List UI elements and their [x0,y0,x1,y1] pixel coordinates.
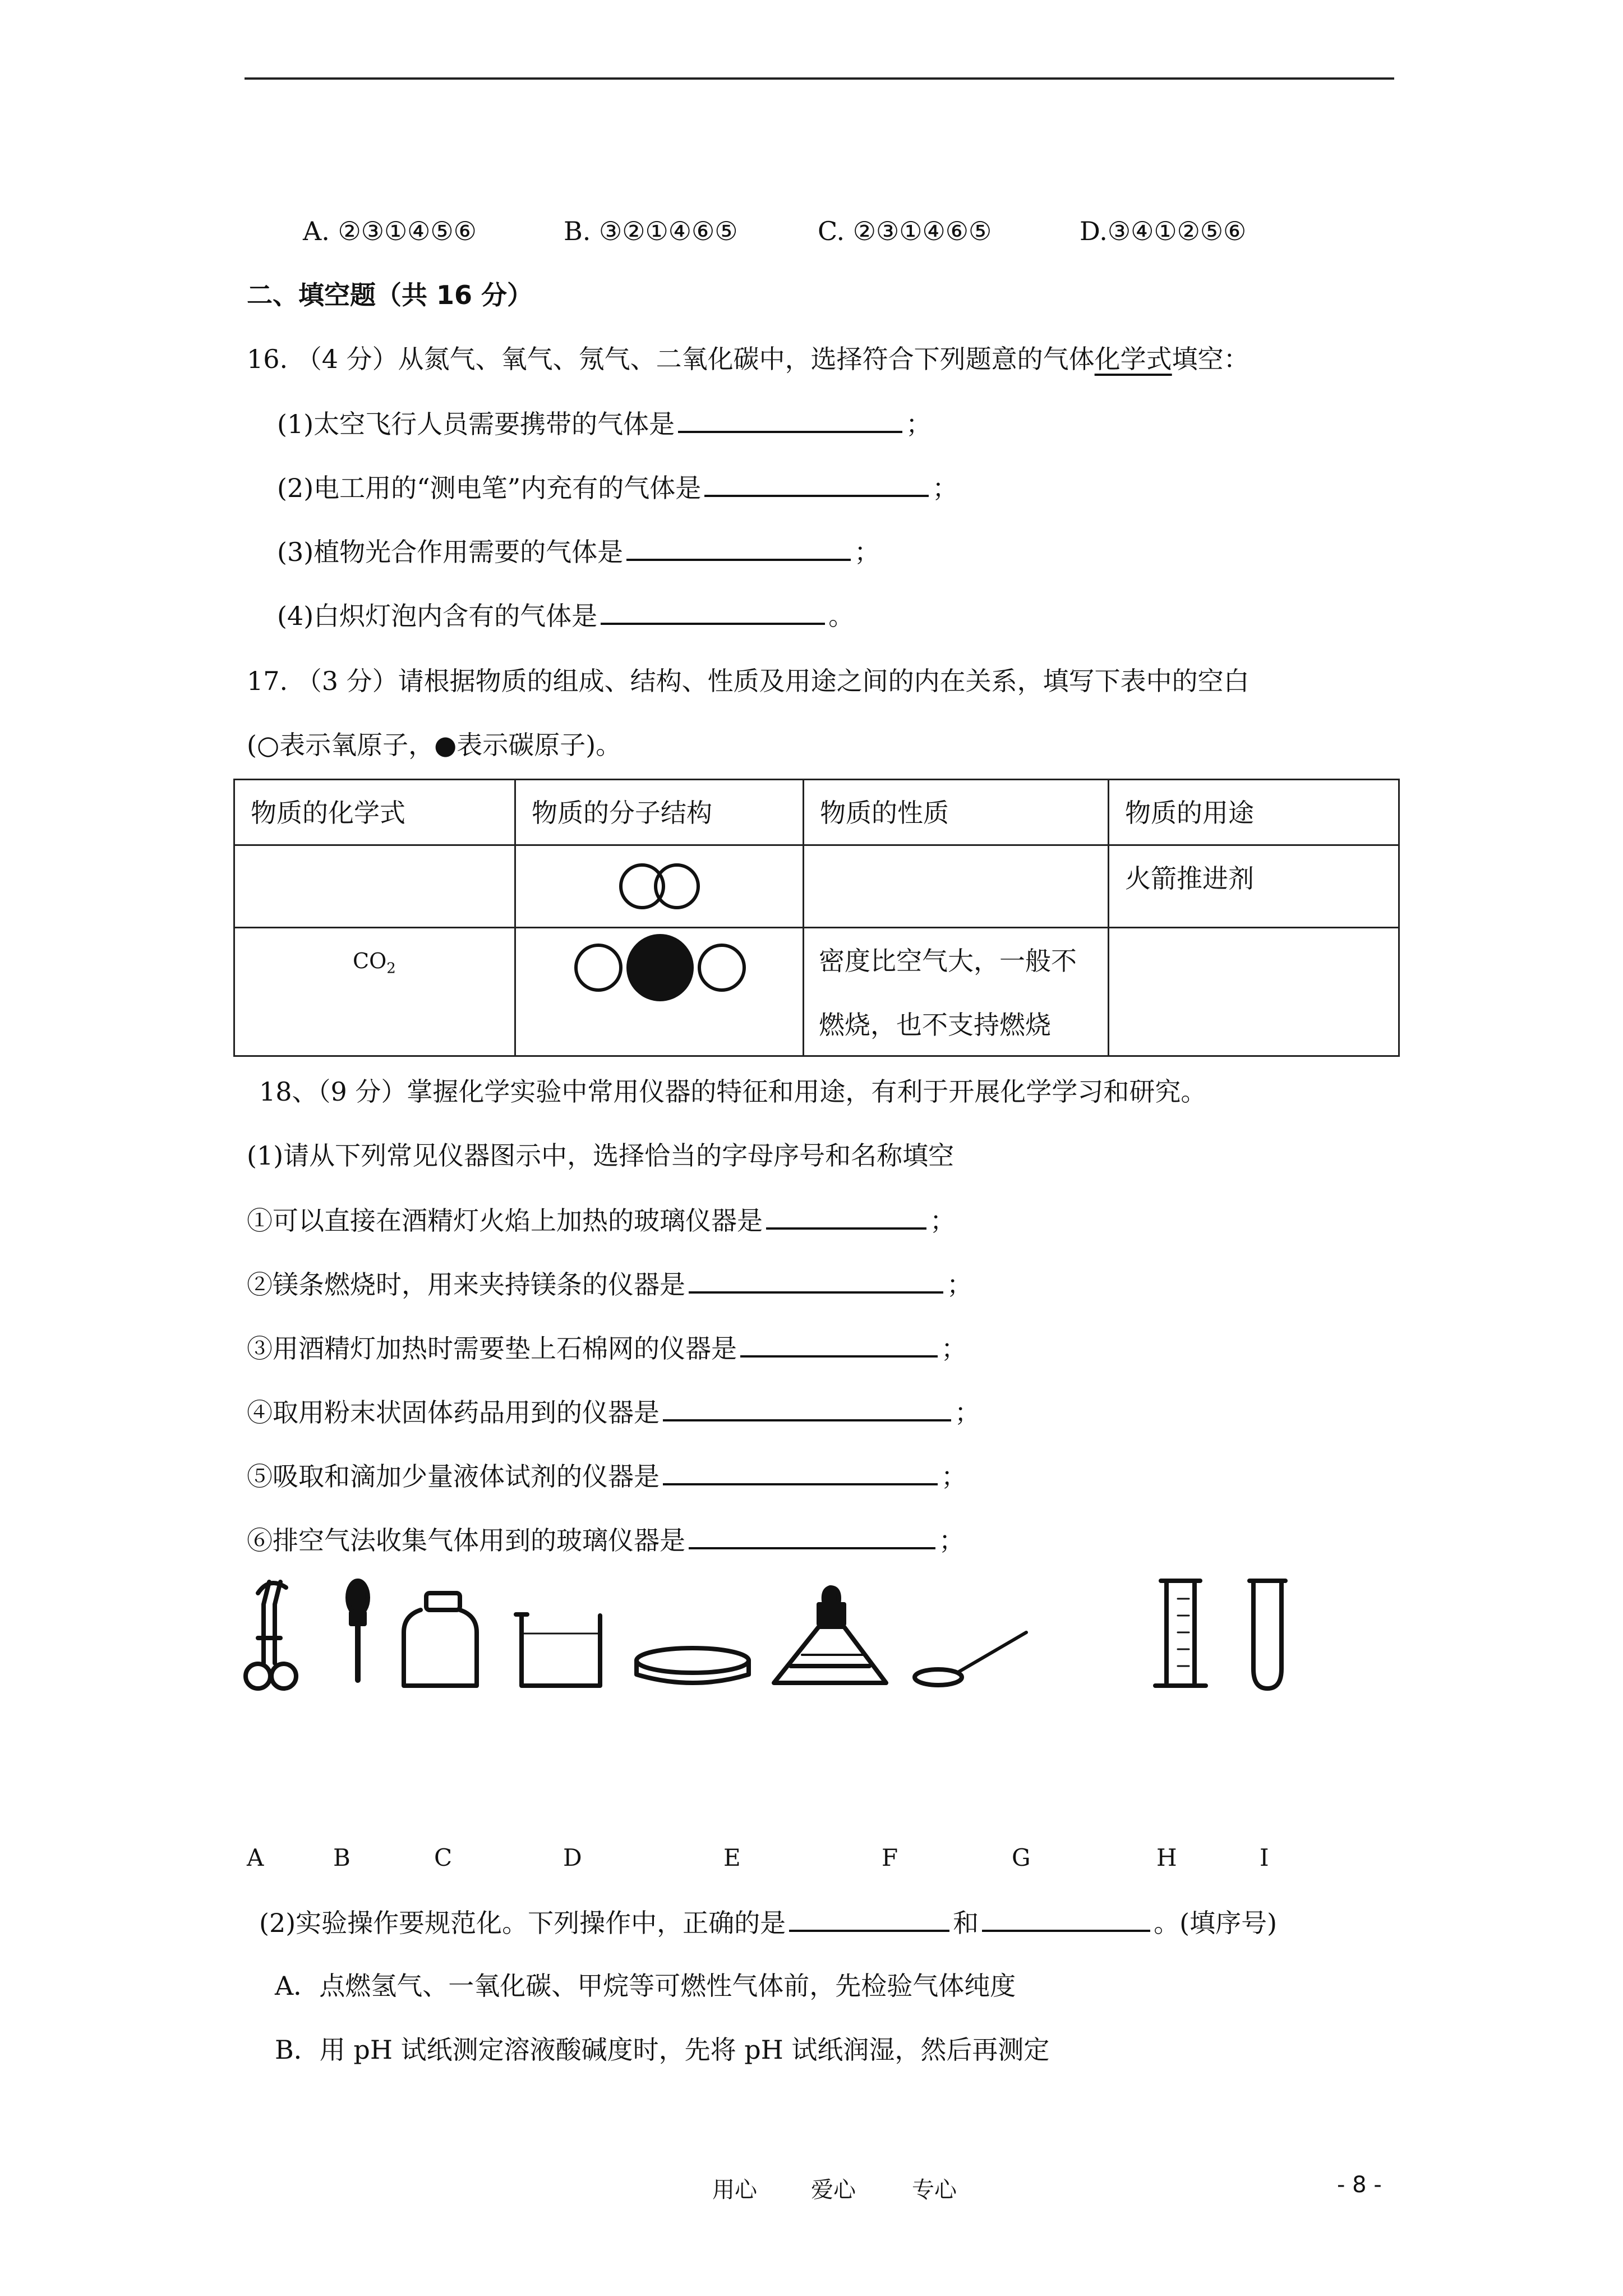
q16-stem-prefix: 16. （4 分）从氮气、氧气、氖气、二氧化碳中，选择符合下列题意的气体 [247,344,1095,374]
q18-blank-6[interactable] [689,1522,935,1549]
apparatus-letter-e: E [723,1844,741,1871]
section-heading: 二、填空题（共 16 分） [247,280,533,310]
table-header-cell [1108,779,1400,846]
property-table [233,779,1400,1057]
row2-formula [353,944,396,986]
q16-stem-underlined: 化学式 [1094,344,1172,374]
row2-use-cell[interactable] [1108,927,1400,1057]
footer-motto-3: 专心 [912,2177,957,2203]
row1-formula-cell[interactable] [233,844,516,928]
q18-option-b: B．用 pH 试纸测定溶液酸碱度时，先将 pH 试纸润湿，然后再测定 [275,2035,1050,2065]
alcohol-lamp-icon [774,1588,886,1683]
q16-item-2-text: (2)电工用的“测电笔”内充有的气体是 [277,473,702,503]
q18-sub1: (1)请从下列常见仪器图示中，选择恰当的字母序号和名称填空 [247,1140,955,1171]
q16-item-1-text: (1)太空飞行人员需要携带的气体是 [277,409,675,439]
q18-stem: 18、（9 分）掌握化学实验中常用仪器的特征和用途，有利于开展化学学习和研究。 [259,1076,1207,1107]
apparatus-letter-f: F [882,1844,898,1871]
carbon-atom [628,935,693,1000]
header-formula: 物质的化学式 [251,798,405,828]
apparatus-letter-b: B [333,1844,351,1871]
q18-option-a: A．点燃氢气、一氧化碳、甲烷等可燃性气体前，先检验气体纯度 [275,1971,1016,2001]
footer-motto-1: 用心 [712,2177,757,2203]
gas-jar-icon [404,1593,477,1686]
apparatus-letter-i: I [1260,1844,1269,1871]
q18-sub2-suffix: 。(填序号) [1154,1908,1278,1938]
q18-item-1-text: ①可以直接在酒精灯火焰上加热的玻璃仪器是 [247,1205,763,1236]
oxygen-atom [699,945,744,990]
medicine-spoon-icon [915,1632,1026,1685]
q18-sub2-mid: 和 [953,1908,979,1938]
q18-item-6-text: ⑥排空气法收集气体用到的玻璃仪器是 [247,1525,685,1556]
q17-stem-line1: 17. （3 分）请根据物质的组成、结构、性质及用途之间的内在关系，填写下表中的空白 [247,666,1249,696]
q18-blank-2[interactable] [689,1267,943,1294]
q16-stem-suffix: 填空： [1172,344,1249,374]
q18-item-3-text: ③用酒精灯加热时需要垫上石棉网的仪器是 [247,1333,737,1364]
q18-item-5 [247,1458,967,1493]
q16-blank-1[interactable] [678,406,902,433]
q18-sub2-blank-1[interactable] [789,1905,949,1932]
q18-sub2 [259,1905,1277,1940]
q16-item-2-end: ； [932,473,958,503]
q18-item-2-text: ②镁条燃烧时，用来夹持镁条的仪器是 [247,1269,685,1300]
row2-property-cell [803,927,1109,1057]
row2-formula-subscript: 2 [386,960,396,977]
o2-molecule-diagram [514,844,804,928]
row2-property-line2: 燃烧，也不支持燃烧 [819,1010,1051,1040]
q18-item-3-end: ； [941,1333,967,1364]
q16-item-1 [277,406,932,441]
header-structure: 物质的分子结构 [532,798,712,828]
q16-blank-4[interactable] [601,598,825,625]
row1-property-cell[interactable] [803,844,1109,928]
crucible-tongs-icon [246,1582,296,1688]
q16-item-2 [277,470,958,505]
q16-stem [247,342,1249,376]
apparatus-letter-c: C [434,1844,453,1871]
q18-sub2-blank-2[interactable] [982,1905,1150,1932]
beaker-icon [516,1614,600,1686]
header-property: 物质的性质 [820,798,949,828]
dropper-icon [348,1581,368,1680]
apparatus-letter-h: H [1156,1844,1177,1871]
q18-item-6 [247,1522,965,1557]
q18-blank-1[interactable] [766,1203,926,1230]
footer-motto-2: 爱心 [811,2177,856,2203]
q16-item-3 [277,534,880,569]
q16-blank-2[interactable] [704,470,929,497]
q18-item-5-end: ； [941,1461,967,1492]
q16-item-4-end: 。 [828,601,855,631]
q16-item-3-text: (3)植物光合作用需要的气体是 [277,537,624,567]
apparatus-letter-g: G [1012,1844,1031,1871]
q18-blank-3[interactable] [740,1331,938,1358]
oxygen-atom [576,945,621,990]
q17-stem-line2: (○表示氧原子，●表示碳原子)。 [247,730,622,760]
apparatus-letter-a: A [247,1844,264,1871]
apparatus-illustration [236,1571,1312,1705]
table-header-cell [803,779,1109,846]
q18-item-2 [247,1267,972,1301]
page-number: - 8 - [1337,2172,1382,2198]
q18-item-6-end: ； [939,1525,965,1556]
row1-structure-cell [514,844,804,928]
q18-item-1 [247,1203,956,1237]
table-header-cell [233,779,516,846]
row2-formula-main: CO [353,949,387,973]
q18-blank-4[interactable] [663,1395,951,1421]
page-footer [0,2172,1623,2206]
option-c: C. ②③①④⑥⑤ [818,216,992,246]
q18-item-2-end: ； [947,1269,972,1300]
q18-item-4-end: ； [955,1397,980,1428]
q18-blank-5[interactable] [663,1458,938,1485]
q18-sub2-prefix: (2)实验操作要规范化。下列操作中，正确的是 [259,1908,786,1938]
evaporating-dish-icon [637,1648,749,1683]
test-tube-icon [1249,1581,1285,1688]
option-d: D.③④①②⑤⑥ [1080,216,1247,246]
q16-blank-3[interactable] [626,534,851,561]
q18-item-5-text: ⑤吸取和滴加少量液体试剂的仪器是 [247,1461,660,1492]
graduated-cylinder-icon [1155,1581,1206,1686]
q18-item-3 [247,1331,967,1365]
option-a: A. ②③①④⑤⑥ [303,216,477,246]
q18-item-1-end: ； [930,1205,956,1236]
row2-structure-cell [514,927,804,1057]
row1-use-cell [1108,844,1400,928]
q16-item-4 [277,598,854,633]
row2-formula-cell [233,927,516,1057]
header-use: 物质的用途 [1125,798,1254,828]
q18-item-4-text: ④取用粉末状固体药品用到的仪器是 [247,1397,660,1428]
co2-molecule-diagram [514,927,804,1057]
q16-item-1-end: ； [906,409,932,439]
apparatus-letter-d: D [563,1844,582,1871]
row2-property-line1: 密度比空气大，一般不 [819,946,1077,976]
row1-use: 火箭推进剂 [1125,863,1254,894]
header-rule [245,77,1394,80]
option-b: B. ③②①④⑥⑤ [564,216,738,246]
q16-item-4-text: (4)白炽灯泡内含有的气体是 [277,601,598,631]
table-header-cell [514,779,804,846]
q18-item-4 [247,1395,980,1429]
q16-item-3-end: ； [854,537,880,567]
